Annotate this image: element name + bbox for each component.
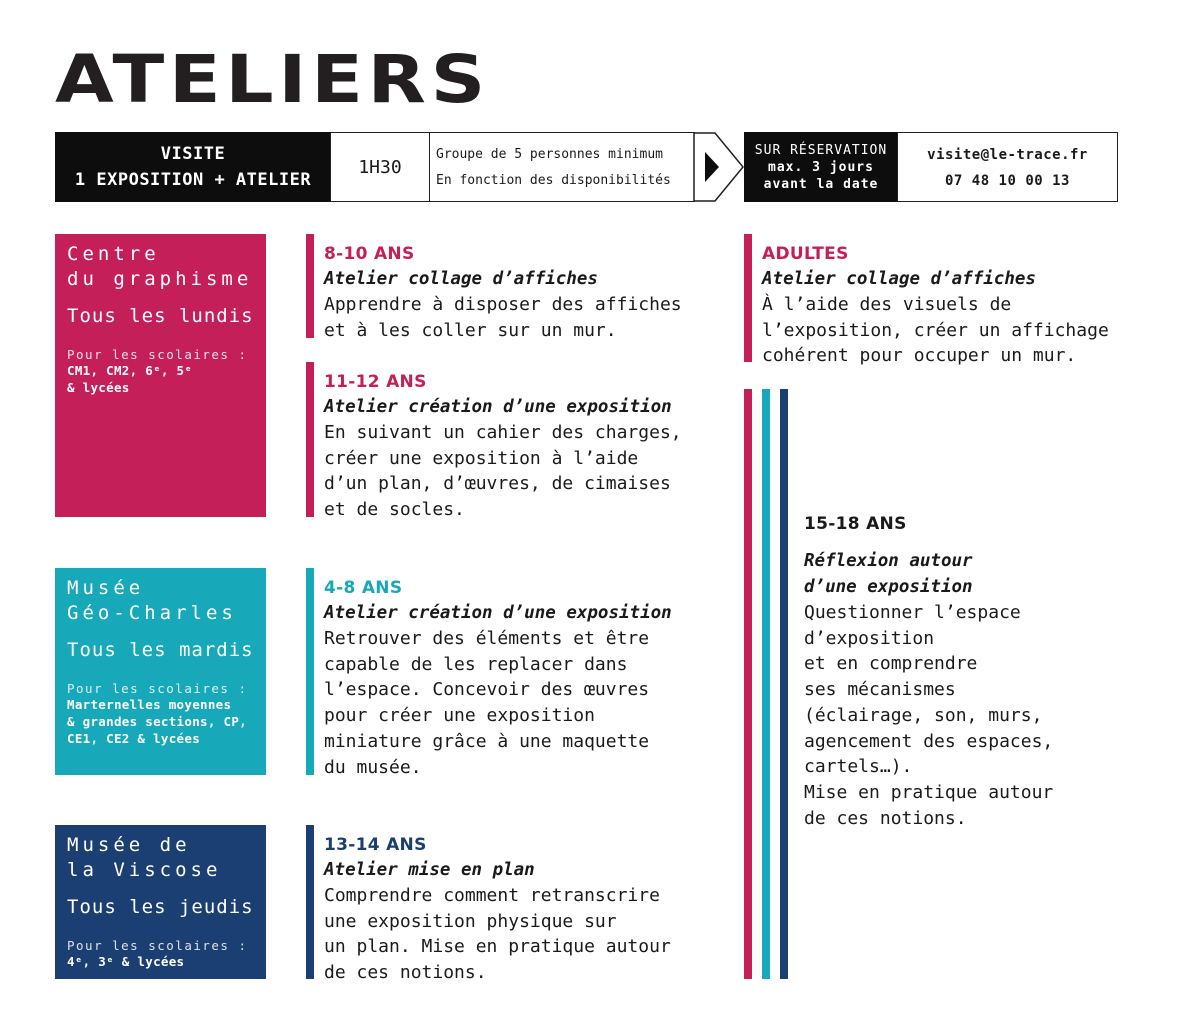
group-conditions-box <box>429 132 695 202</box>
workshop-4-8 <box>306 568 734 778</box>
workshop-description: Apprendre à disposer des affiches et à les coller sur un mur. <box>324 294 682 341</box>
accent-rule <box>744 234 752 362</box>
venue-name: Centre du graphisme <box>67 243 253 290</box>
accent-rule-pink <box>744 389 752 979</box>
workshop-age: ADULTES <box>762 244 849 264</box>
group-size: Groupe de 5 personnes minimum <box>436 147 663 162</box>
workshop-title: Atelier collage d’affiches <box>324 269 598 289</box>
workshop-description: Comprendre comment retranscrire une exposition physique sur un plan. Mise en pratique autour de ces notions. <box>324 885 671 984</box>
venue-audience-label: Pour les scolaires : <box>67 938 248 953</box>
contact-box <box>897 132 1118 202</box>
venue-card-centre-graphisme <box>55 234 266 517</box>
workshop-age: 11-12 ANS <box>324 372 427 392</box>
reservation-label: SUR RÉSERVATION <box>754 143 888 158</box>
play-arrow-icon <box>693 132 745 202</box>
page-title: ATELIERS <box>55 41 490 118</box>
workshop-description: Retrouver des éléments et être capable de les replacer dans l’espace. Concevoir des œuvres pour créer une exposition miniature grâce à une maquette du musée. <box>324 628 650 778</box>
accent-rule <box>306 568 314 775</box>
venue-audience-label: Pour les scolaires : <box>67 681 248 696</box>
workshop-title: Atelier création d’une exposition <box>324 603 672 623</box>
workshop-8-10 <box>306 234 734 341</box>
visit-format: 1 EXPOSITION + ATELIER <box>74 170 312 190</box>
reservation-delay-suffix: avant la date <box>763 177 879 192</box>
venue-days: Tous les jeudis <box>67 896 254 918</box>
workshop-title: Réflexion autour d’une exposition <box>804 551 973 597</box>
accent-rule-teal <box>762 389 770 979</box>
venue-card-geo-charles <box>55 568 266 775</box>
workshop-age: 4-8 ANS <box>324 578 403 598</box>
workshop-15-18 <box>804 512 1134 831</box>
workshop-description: Questionner l’espace d’exposition et en comprendre ses mécanismes (éclairage, son, murs, agencement des espaces, cartels…). Mise en pratique autour de ces notions. <box>804 602 1054 829</box>
visit-label: VISITE <box>160 144 226 164</box>
venue-card-viscose <box>55 825 266 979</box>
workshop-title: Atelier mise en plan <box>324 860 535 880</box>
workshop-description: À l’aide des visuels de l’exposition, créer un affichage cohérent pour occuper un mur. <box>762 294 1109 367</box>
accent-rule <box>306 234 314 338</box>
accent-rule-navy <box>780 389 788 979</box>
workshop-age: 8-10 ANS <box>324 244 415 264</box>
workshop-age: 13-14 ANS <box>324 835 427 855</box>
reservation-delay: max. 3 jours <box>768 160 874 175</box>
phone-number[interactable]: 07 48 10 00 13 <box>944 173 1070 189</box>
workshop-13-14 <box>306 825 734 984</box>
accent-rule <box>306 362 314 517</box>
workshop-description: En suivant un cahier des charges, créer une exposition à l’aide d’un plan, d’œuvres, de cimaises et de socles. <box>324 422 682 521</box>
email-link[interactable]: visite@le-trace.fr <box>927 147 1088 163</box>
venue-name: Musée Géo-Charles <box>67 577 237 624</box>
venue-levels: Marternelles moyennes & grandes sections, CP, CE1, CE2 & lycées <box>67 697 247 746</box>
visit-format-box <box>55 132 331 202</box>
venue-audience-label: Pour les scolaires : <box>67 347 248 362</box>
venue-levels: CM1, CM2, 6ᵉ, 5ᵉ & lycées <box>67 363 193 395</box>
reservation-box <box>744 132 898 202</box>
venue-name: Musée de la Viscose <box>67 834 222 881</box>
accent-rule <box>306 825 314 979</box>
venue-days: Tous les lundis <box>67 305 254 327</box>
workshop-title: Atelier collage d’affiches <box>762 269 1036 289</box>
venue-days: Tous les mardis <box>67 639 254 661</box>
duration-box: 1H30 <box>330 132 430 202</box>
workshop-adultes <box>744 234 1172 367</box>
workshop-title: Atelier création d’une exposition <box>324 397 672 417</box>
availability: En fonction des disponibilités <box>436 173 671 188</box>
workshop-age: 15-18 ANS <box>804 514 907 534</box>
workshop-11-12 <box>306 362 734 521</box>
venue-levels: 4ᵉ, 3ᵉ & lycées <box>67 954 185 969</box>
